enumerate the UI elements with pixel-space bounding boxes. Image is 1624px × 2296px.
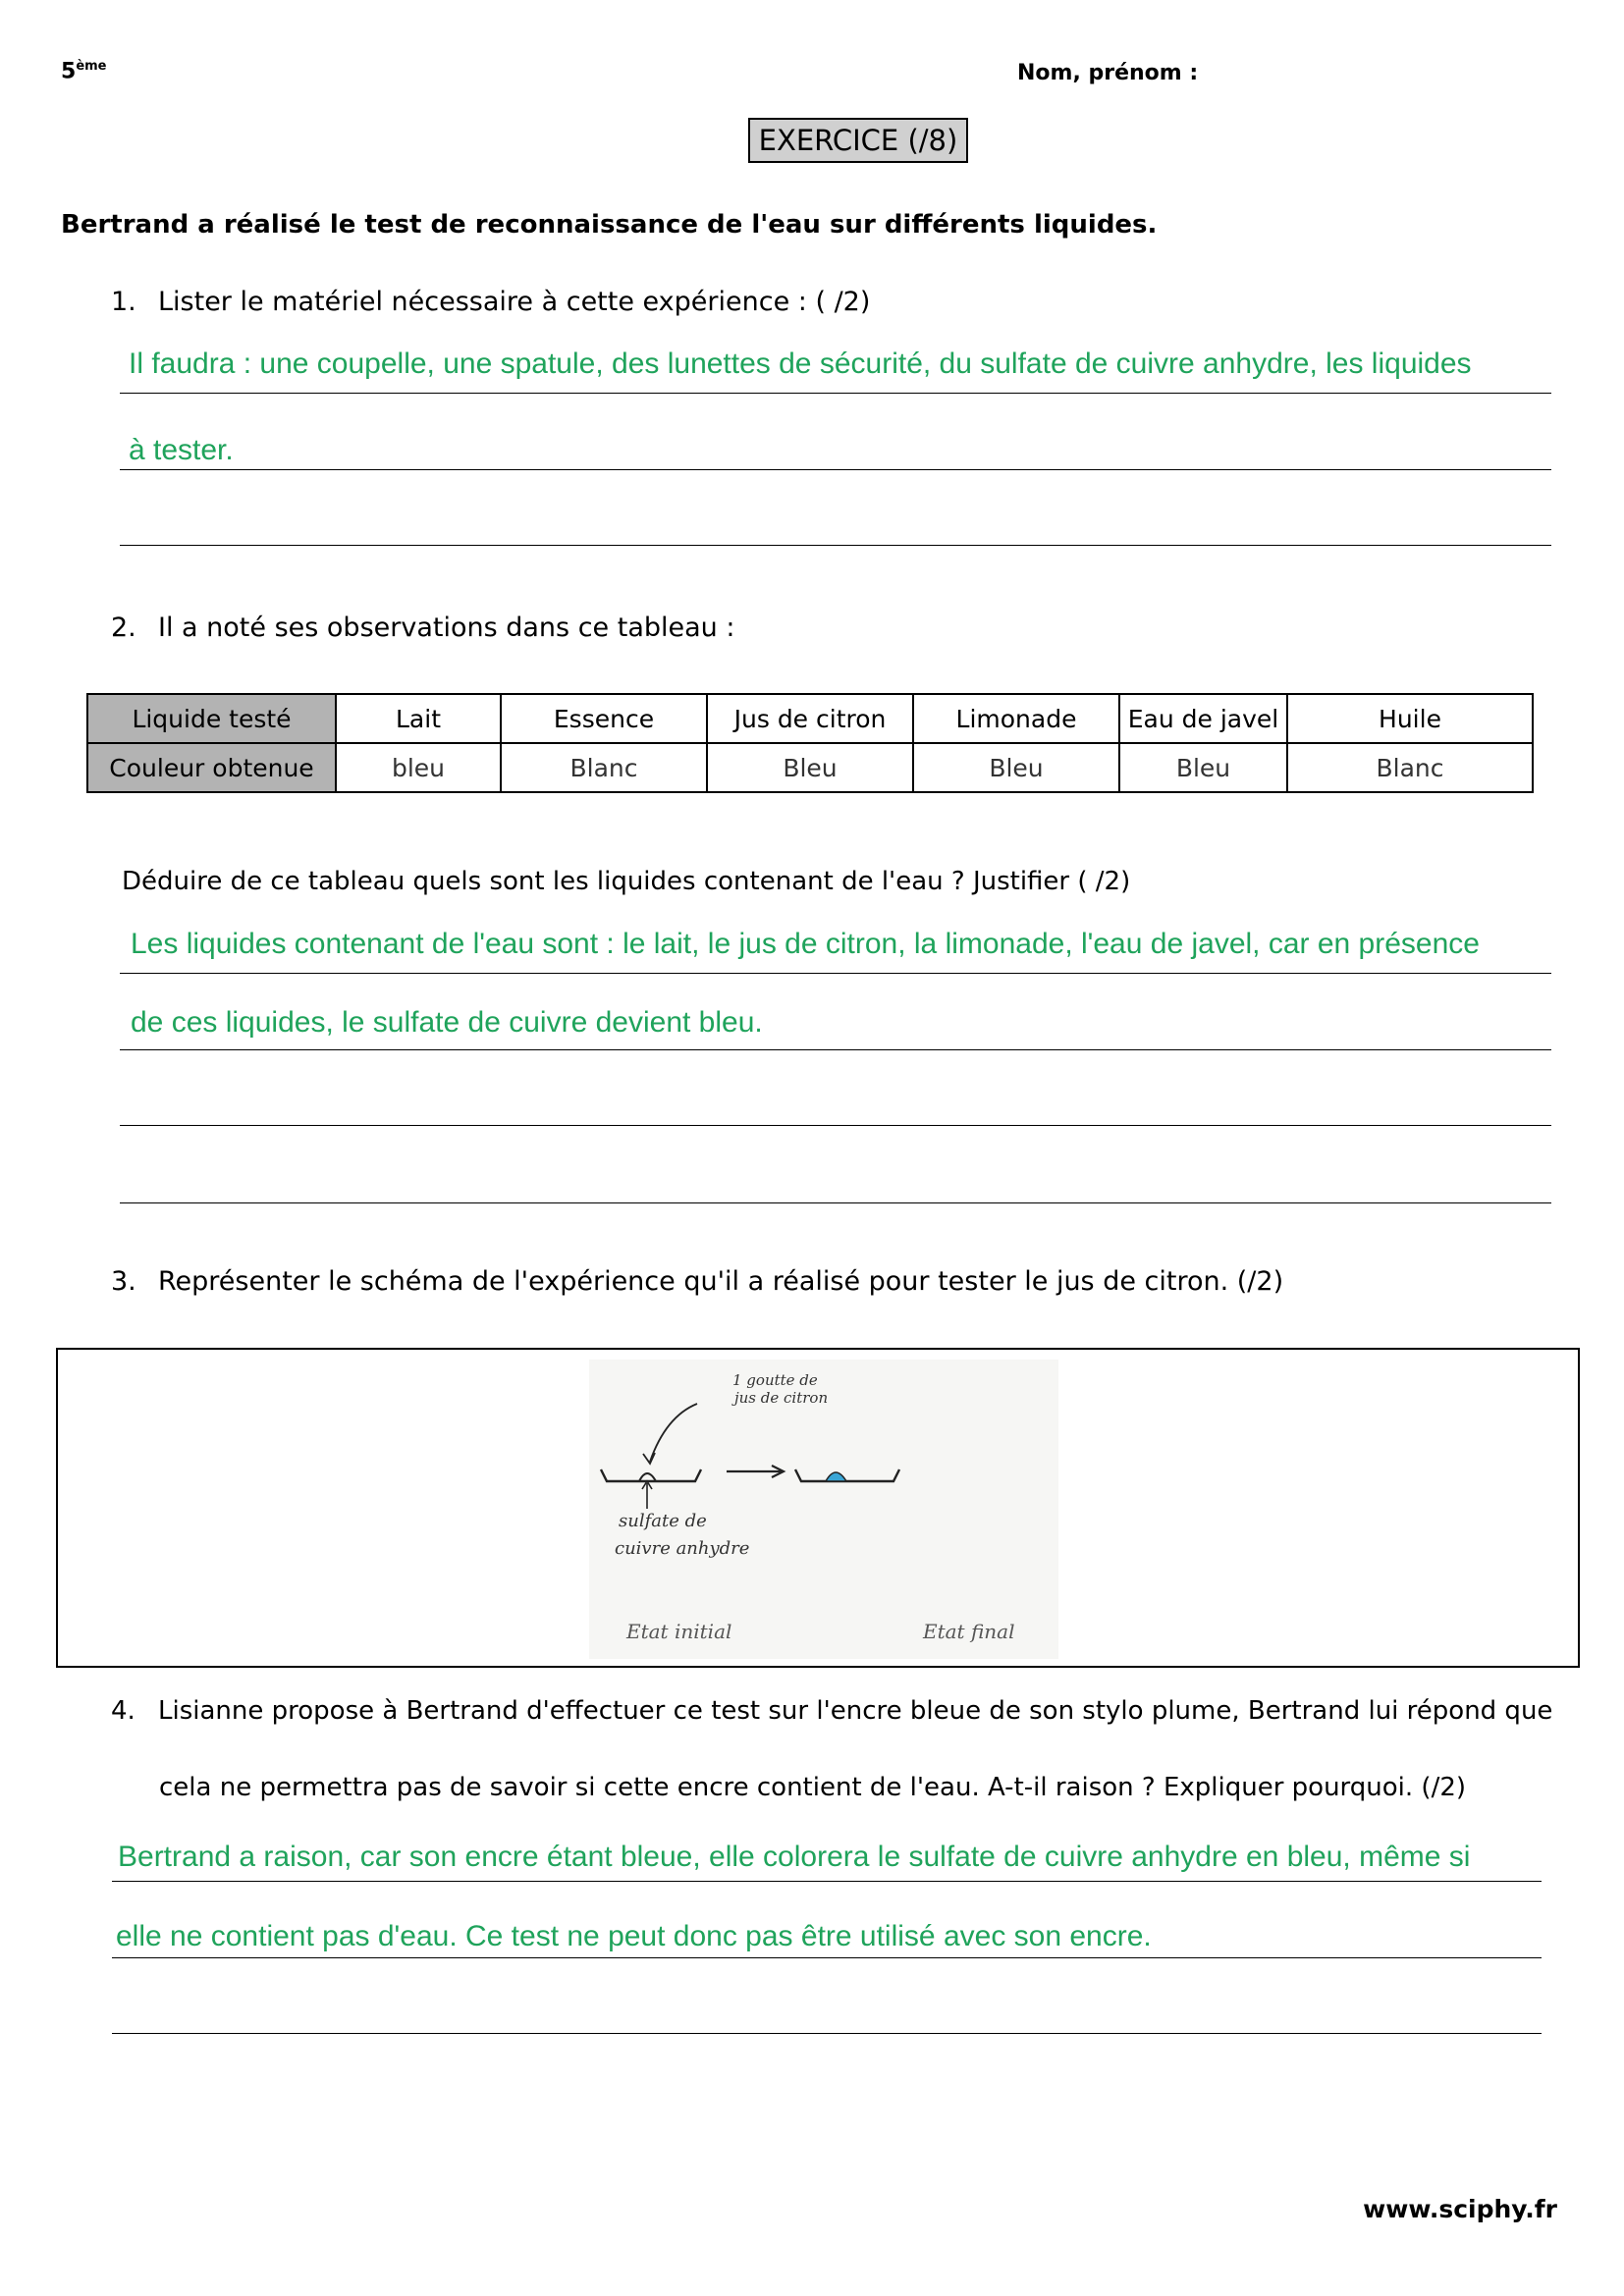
sulfate-label-1: sulfate de bbox=[619, 1511, 707, 1531]
intro-text: Bertrand a réalisé le test de reconnaissance de l'eau sur différents liquides. bbox=[61, 210, 1158, 240]
class-level: 5ème bbox=[61, 59, 107, 84]
blue-sulfate-drop bbox=[826, 1472, 846, 1481]
answer-line bbox=[120, 973, 1551, 974]
answer-1-line-2: à tester. bbox=[129, 434, 234, 466]
question-3: 3. Représenter le schéma de l'expérience qu'il a réalisé pour tester le jus de citron. (/2) bbox=[111, 1266, 1284, 1297]
table-cell: Huile bbox=[1287, 694, 1533, 743]
table-row bbox=[87, 743, 1533, 792]
table-cell: Eau de javel bbox=[1119, 694, 1287, 743]
table-cell: bleu bbox=[336, 743, 501, 792]
question-4-line-2: cela ne permettra pas de savoir si cette encre contient de l'eau. A-t-il raison ? Expliquer pourquoi. (/2) bbox=[159, 1773, 1467, 1802]
answer-line bbox=[112, 2033, 1542, 2034]
dish-final bbox=[795, 1469, 899, 1481]
sketch-drawing bbox=[589, 1360, 1058, 1659]
answer-line bbox=[120, 469, 1551, 470]
answer-line bbox=[120, 1049, 1551, 1050]
answer-2-line-1: Les liquides contenant de l'eau sont : le lait, le jus de citron, la limonade, l'eau de javel, car en présence bbox=[131, 928, 1480, 960]
answer-1-line-1: Il faudra : une coupelle, une spatule, des lunettes de sécurité, du sulfate de cuivre anhydre, les liquides bbox=[129, 347, 1472, 380]
deduce-question: Déduire de ce tableau quels sont les liquides contenant de l'eau ? Justifier ( /2) bbox=[122, 867, 1131, 896]
answer-4-line-2: elle ne contient pas d'eau. Ce test ne peut donc pas être utilisé avec son encre. bbox=[116, 1920, 1152, 1952]
table-header-liquid: Liquide testé bbox=[87, 694, 336, 743]
initial-state-label: Etat initial bbox=[626, 1620, 732, 1643]
answer-line bbox=[112, 1881, 1542, 1882]
answer-line bbox=[112, 1957, 1542, 1958]
drop-label-1: 1 goutte de bbox=[732, 1371, 818, 1389]
answer-line bbox=[120, 393, 1551, 394]
question-4: 4. Lisianne propose à Bertrand d'effectuer ce test sur l'encre bleue de son stylo plume, Bertrand lui répond que bbox=[111, 1696, 1553, 1726]
experiment-sketch bbox=[589, 1360, 1058, 1659]
table-cell: Bleu bbox=[913, 743, 1119, 792]
table-cell: Jus de citron bbox=[707, 694, 913, 743]
name-label: Nom, prénom : bbox=[1017, 61, 1199, 85]
final-state-label: Etat final bbox=[923, 1620, 1015, 1643]
answer-2-line-2: de ces liquides, le sulfate de cuivre devient bleu. bbox=[131, 1006, 763, 1039]
answer-line bbox=[120, 1125, 1551, 1126]
table-cell: Lait bbox=[336, 694, 501, 743]
table-cell: Limonade bbox=[913, 694, 1119, 743]
footer-url: www.sciphy.fr bbox=[1363, 2195, 1557, 2223]
answer-line bbox=[120, 545, 1551, 546]
drop-label-2: jus de citron bbox=[734, 1389, 829, 1407]
table-cell: Blanc bbox=[501, 743, 707, 792]
exercise-title: EXERCICE (/8) bbox=[748, 118, 968, 163]
table-row bbox=[87, 694, 1533, 743]
answer-line bbox=[120, 1202, 1551, 1203]
table-cell: Bleu bbox=[1119, 743, 1287, 792]
question-1: 1. Lister le matériel nécessaire à cette expérience : ( /2) bbox=[111, 287, 871, 317]
sulfate-label-2: cuivre anhydre bbox=[615, 1538, 750, 1559]
table-cell: Bleu bbox=[707, 743, 913, 792]
drop-arrow bbox=[650, 1404, 697, 1462]
answer-4-line-1: Bertrand a raison, car son encre étant bleue, elle colorera le sulfate de cuivre anhydre en bleu, même si bbox=[118, 1841, 1471, 1873]
observations-table bbox=[86, 693, 1534, 793]
table-header-color: Couleur obtenue bbox=[87, 743, 336, 792]
question-2: 2. Il a noté ses observations dans ce tableau : bbox=[111, 613, 735, 643]
table-cell: Blanc bbox=[1287, 743, 1533, 792]
table-cell: Essence bbox=[501, 694, 707, 743]
